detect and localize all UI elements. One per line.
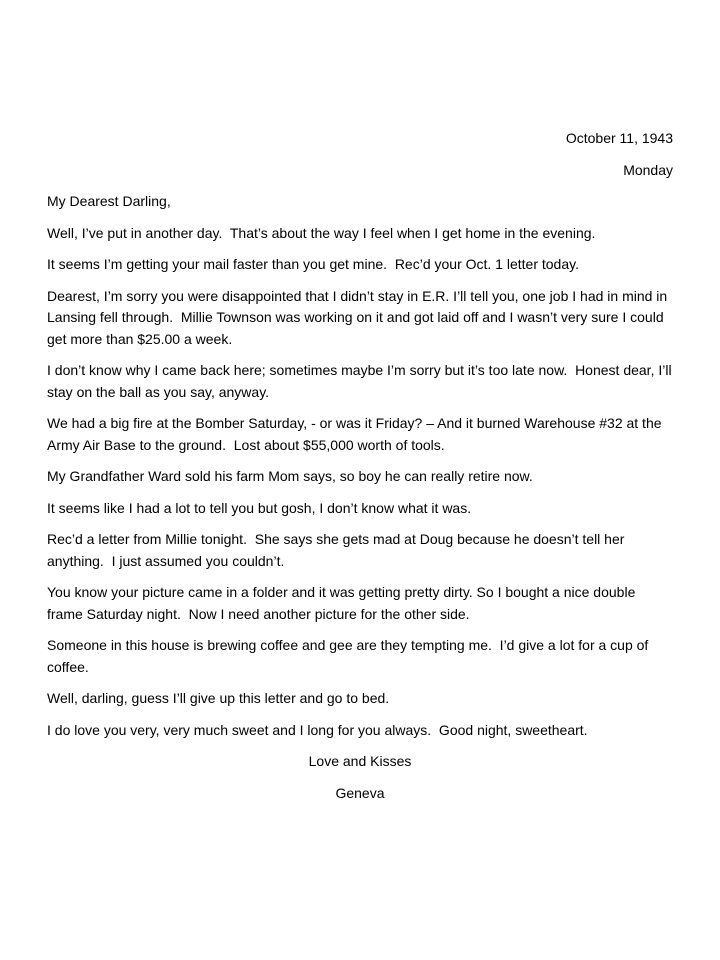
letter-paragraph: Dearest, I’m sorry you were disappointed that I didn’t stay in E.R. I’ll tell you, one job I had in mind in Lansing fell through. Millie Townson was working on it and got laid off and I wasn’t very sure I could get more than $25.00 a week. bbox=[47, 287, 672, 347]
letter-signature: Geneva bbox=[335, 784, 385, 801]
letter-date: October 11, 1943 bbox=[565, 130, 673, 146]
letter-paragraph: My Grandfather Ward sold his farm Mom says, so boy he can really retire now. bbox=[47, 468, 533, 484]
letter-day: Monday bbox=[623, 161, 673, 178]
letter-paragraph: We had a big fire at the Bomber Saturday, - or was it Friday? – And it burned Warehouse #32 at the Army Air Base to the ground. Lost about $55,000 worth of tools. bbox=[47, 415, 665, 453]
letter-paragraph: It seems like I had a lot to tell you but gosh, I don’t know what it was. bbox=[47, 499, 472, 516]
letter-paragraph: It seems I’m getting your mail faster than you get mine. Rec’d your Oct. 1 letter today. bbox=[47, 256, 579, 272]
letter-paragraph: Well, I’ve put in another day. That’s about the way I feel when I get home in the evening. bbox=[47, 224, 596, 241]
letter-salutation: My Dearest Darling, bbox=[47, 193, 171, 209]
letter-paragraph: You know your picture came in a folder and it was getting pretty dirty. So I bought a nice double frame Saturday night. Now I need another picture for the other side. bbox=[47, 584, 640, 622]
letter-paragraph: Someone in this house is brewing coffee and gee are they tempting me. I’d give a lot for a cup of coffee. bbox=[47, 637, 653, 675]
letter-closing: Love and Kisses bbox=[308, 753, 412, 769]
letter-paragraph: Well, darling, guess I’ll give up this letter and go to bed. bbox=[47, 690, 390, 706]
letter-paragraph: I do love you very, very much sweet and I long for you always. Good night, sweetheart. bbox=[47, 721, 588, 738]
letter-paragraph: I don’t know why I came back here; sometimes maybe I’m sorry but it’s too late now. Honest dear, I’ll stay on the ball as you say, anyway. bbox=[47, 362, 676, 400]
letter-paragraph: Rec’d a letter from Millie tonight. She says she gets mad at Doug because he doesn’t tell her anything. I just assumed you couldn’t. bbox=[47, 531, 629, 569]
